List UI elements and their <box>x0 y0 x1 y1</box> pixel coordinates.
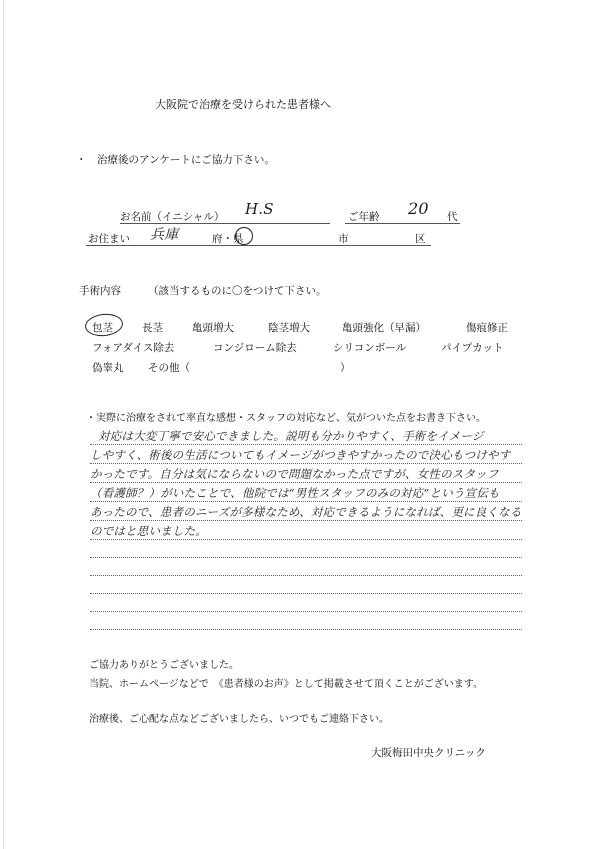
ruled-line <box>90 463 522 464</box>
ruled-line <box>90 444 522 445</box>
option-testicular-implant[interactable]: 偽睾丸 <box>92 362 124 374</box>
option-other[interactable]: その他（ <box>148 362 190 374</box>
ruled-line <box>90 539 522 540</box>
ruled-line <box>90 593 522 594</box>
option-other-close: ） <box>340 362 351 374</box>
ruled-line <box>90 629 522 630</box>
ruled-line <box>90 482 522 483</box>
option-scar-repair[interactable]: 傷痕修正 <box>466 322 508 334</box>
age-label: ご年齢 <box>348 211 380 223</box>
selected-circle-mark <box>84 312 124 338</box>
option-fordyce-removal[interactable]: フォアダイス除去 <box>92 342 175 354</box>
ward-unit: 区 <box>415 233 426 245</box>
thanks-text: ご協力ありがとうございました。 <box>89 660 239 671</box>
option-penis-lengthening[interactable]: 長茎 <box>142 322 163 334</box>
name-value[interactable]: H.S <box>245 200 274 218</box>
page-title: 大阪院で治療を受けられた患者様へ <box>155 98 331 111</box>
option-silicone-ball[interactable]: シリコンボール <box>333 342 407 354</box>
comment-line: 対応は大変丁寧で安心できました。説明も分かりやすく、手術をイメージ <box>98 429 484 443</box>
option-glans-strengthening[interactable]: 亀頭強化（早漏） <box>342 322 426 334</box>
comment-line: かったです。自分は気にならないので問題なかった点ですが、女性のスタッフ <box>90 467 499 481</box>
option-penis-enlargement[interactable]: 陰茎増大 <box>268 322 310 334</box>
name-label: お名前（イニシャル） <box>120 211 225 223</box>
surgery-instruction: （該当するものに〇をつけて下さい。 <box>148 285 327 297</box>
ruled-line <box>90 501 522 502</box>
prefecture-unit: 府・県 <box>212 233 244 245</box>
age-underline <box>345 223 460 224</box>
option-condyloma-removal[interactable]: コンジローム除去 <box>213 342 297 354</box>
address-underline <box>86 245 431 246</box>
survey-request: ・ 治療後のアンケートにご協力下さい。 <box>76 154 275 166</box>
prefecture-value[interactable]: 兵庫 <box>150 227 179 243</box>
clinic-name: 大阪梅田中央クリニック <box>371 747 486 759</box>
prefecture-circle-mark <box>235 227 253 245</box>
comment-line: しやすく、術後の生活についてもイメージがつきやすかったので決心もつけやす <box>90 448 511 462</box>
address-label: お住まい <box>88 233 130 245</box>
comment-line: のではと思いました。 <box>90 524 207 538</box>
comment-line: （看護師？）がいたことで、他院では“男性スタッフのみの対応”という宣伝も <box>90 486 500 500</box>
comments-header: ・実際に治療をされて率直な感想・スタッフの対応など、気がついた点をお書き下さい。 <box>86 413 486 424</box>
ruled-line <box>90 611 522 612</box>
surgery-header: 手術内容 <box>79 285 121 297</box>
ruled-line <box>90 575 522 576</box>
comment-line: あったので、患者のニーズが多様なため、対応できるようになれば、更に良くなる <box>90 505 522 519</box>
notice-text: 当院、ホームページなどで 《患者様のお声》として掲載させて頂くことがございます。 <box>89 679 483 690</box>
age-value[interactable]: 20 <box>408 199 429 218</box>
ruled-line <box>90 520 522 521</box>
scan-edge <box>3 0 4 849</box>
contact-text: 治療後、ご心配な点などございましたら、いつでもご連絡下さい。 <box>89 714 389 725</box>
option-phimosis[interactable]: 包茎 <box>92 322 113 334</box>
option-vasectomy[interactable]: パイプカット <box>441 342 504 354</box>
ruled-line <box>90 557 522 558</box>
age-unit: 代 <box>447 211 458 223</box>
option-glans-enlargement[interactable]: 亀頭増大 <box>192 322 234 334</box>
city-unit: 市 <box>338 233 349 245</box>
